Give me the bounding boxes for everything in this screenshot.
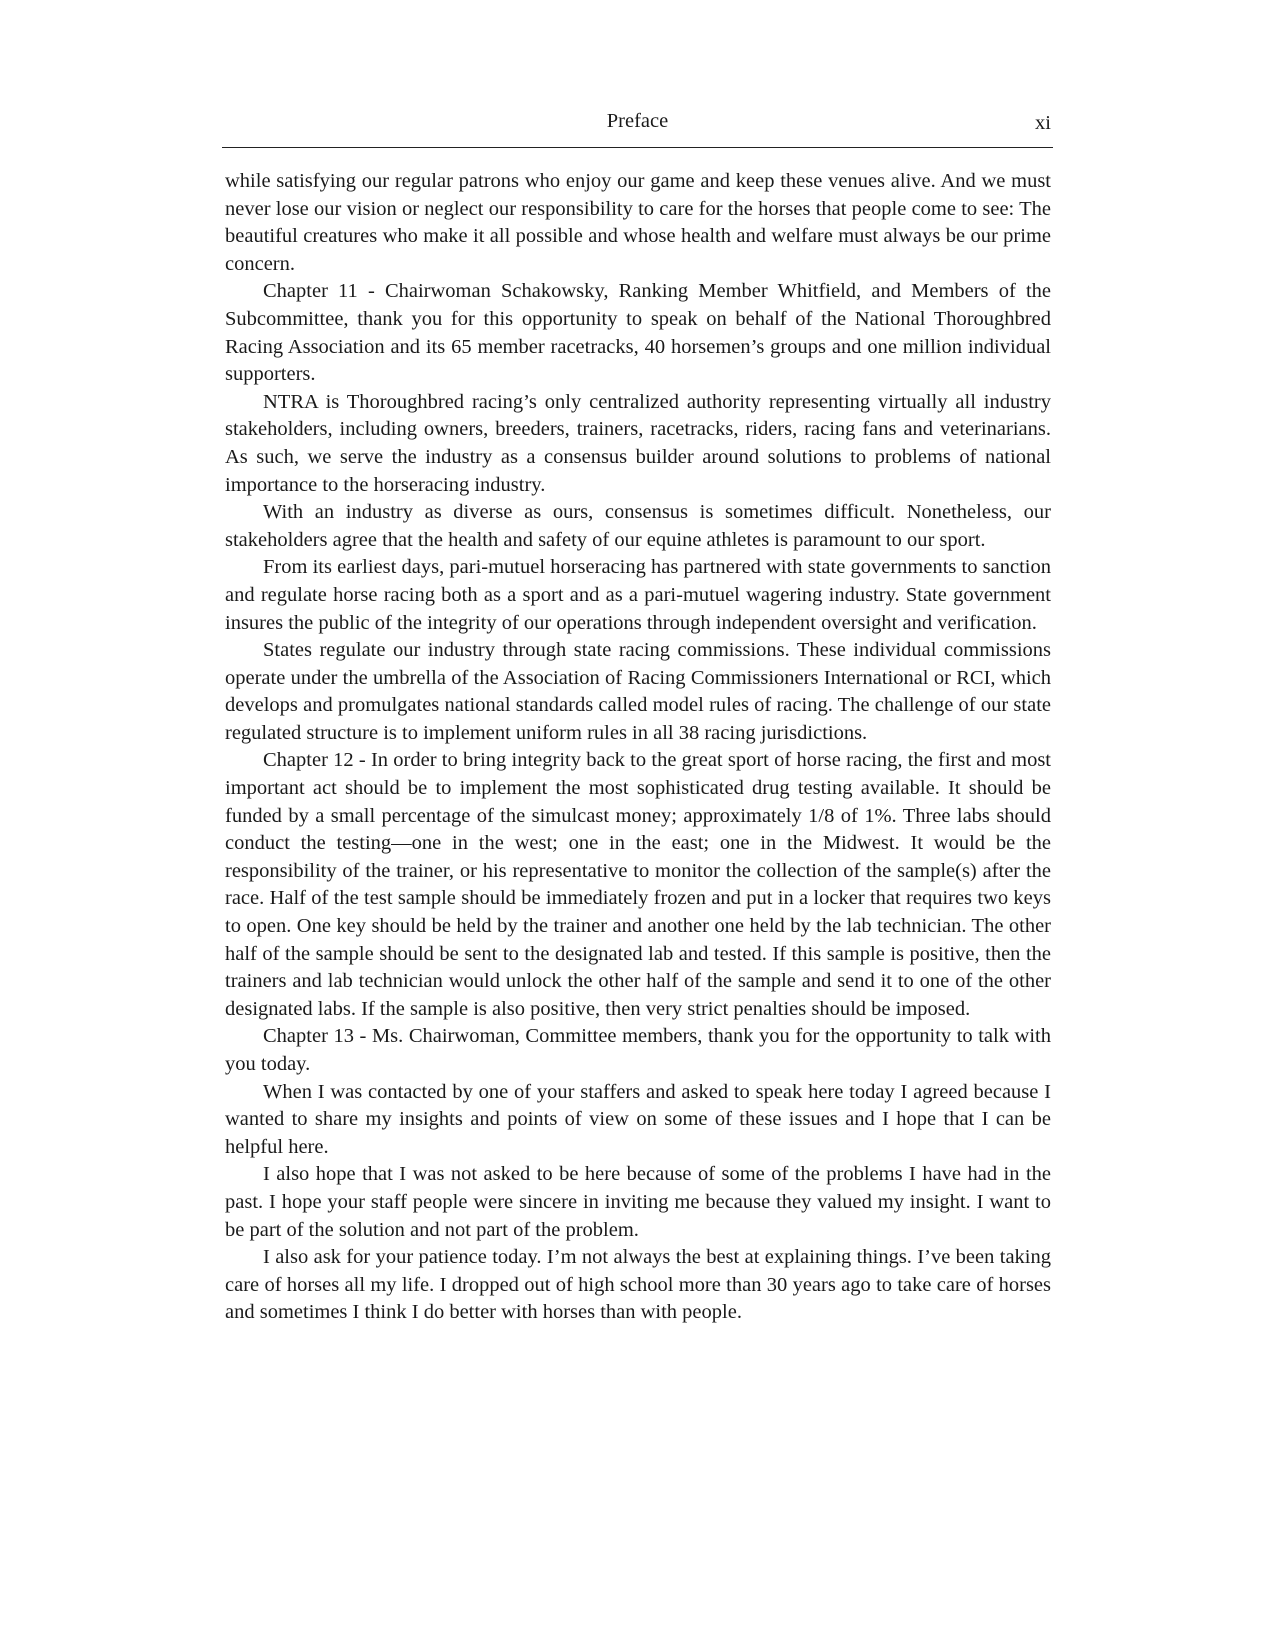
running-title: Preface <box>606 110 669 132</box>
paragraph-chapter-11: Chapter 11 - Chairwoman Schakowsky, Ranking Member Whitfield, and Members of the Subcommittee, thank you for this opportunity to speak on behalf of the National Thoroughbred Racing Association and its 65 member racetracks, 40 horsemen’s groups and one million individual supporters. <box>225 280 1051 386</box>
paragraph-racing-commissions: States regulate our industry through state racing commissions. These individual commissions operate under the umbrella of the Association of Racing Commissioners International or RCI, which develops and promulgates national standards called model rules of racing. The challenge of our state regulated structure is to implement uniform rules in all 38 racing jurisdictions. <box>225 639 1051 744</box>
paragraph-consensus: With an industry as diverse as ours, consensus is sometimes difficult. Nonetheless, our stakeholders agree that the health and safety of our equine athletes is paramount to our sport. <box>225 501 1051 551</box>
paragraph-patience: I also ask for your patience today. I’m not always the best at explaining things. I’ve been taking care of horses all my life. I dropped out of high school more than 30 years ago to take care of horses and sometimes I think I do better with horses than with people. <box>225 1246 1051 1324</box>
body-text <box>225 168 1051 1327</box>
page-header <box>222 107 1053 148</box>
paragraph-state-governments: From its earliest days, pari-mutuel horseracing has partnered with state governments to sanction and regulate horse racing both as a sport and as a pari-mutuel wagering industry. State government insures the public of the integrity of our operations through independent oversight and verification. <box>225 556 1051 634</box>
paragraph-staffers: When I was contacted by one of your staffers and asked to speak here today I agreed because I wanted to share my insights and points of view on some of these issues and I hope that I can be helpful here. <box>225 1080 1051 1158</box>
paragraph-problems: I also hope that I was not asked to be here because of some of the problems I have had in the past. I hope your staff people were sincere in inviting me because they valued my insight. I want to be part of the solution and not part of the problem. <box>225 1163 1051 1241</box>
paragraph-continued: while satisfying our regular patrons who enjoy our game and keep these venues alive. And we must never lose our vision or neglect our responsibility to care for the horses that people come to see: The beautiful creatures who make it all possible and whose health and welfare must always be our prime concern. <box>225 170 1051 275</box>
paragraph-ntra: NTRA is Thoroughbred racing’s only centralized authority representing virtually all industry stakeholders, including owners, breeders, trainers, racetracks, riders, racing fans and veterinarians. As such, we serve the industry as a consensus builder around solutions to problems of national importance to the horseracing industry. <box>225 390 1051 496</box>
paragraph-chapter-12: Chapter 12 - In order to bring integrity back to the great sport of horse racing, the first and most important act should be to implement the most sophisticated drug testing available. It should be funded by a small percentage of the simulcast money; approximately 1/8 of 1%. Three labs should conduct the testing—one in the west; one in the east; one in the Midwest. It would be the responsibility of the trainer, or his representative to monitor the collection of the sample(s) after the race. Half of the test sample should be immediately frozen and put in a locker that requires two keys to open. One key should be held by the trainer and another one held by the lab technician. The other half of the sample should be sent to the designated lab and tested. If this sample is positive, then the trainers and lab technician would unlock the other half of the sample and send it to one of the other designated labs. If the sample is also positive, then very strict penalties should be imposed. <box>225 749 1051 1020</box>
paragraph-chapter-13: Chapter 13 - Ms. Chairwoman, Committee members, thank you for the opportunity to talk with you today. <box>225 1025 1051 1075</box>
page-number: xi <box>1035 112 1051 134</box>
